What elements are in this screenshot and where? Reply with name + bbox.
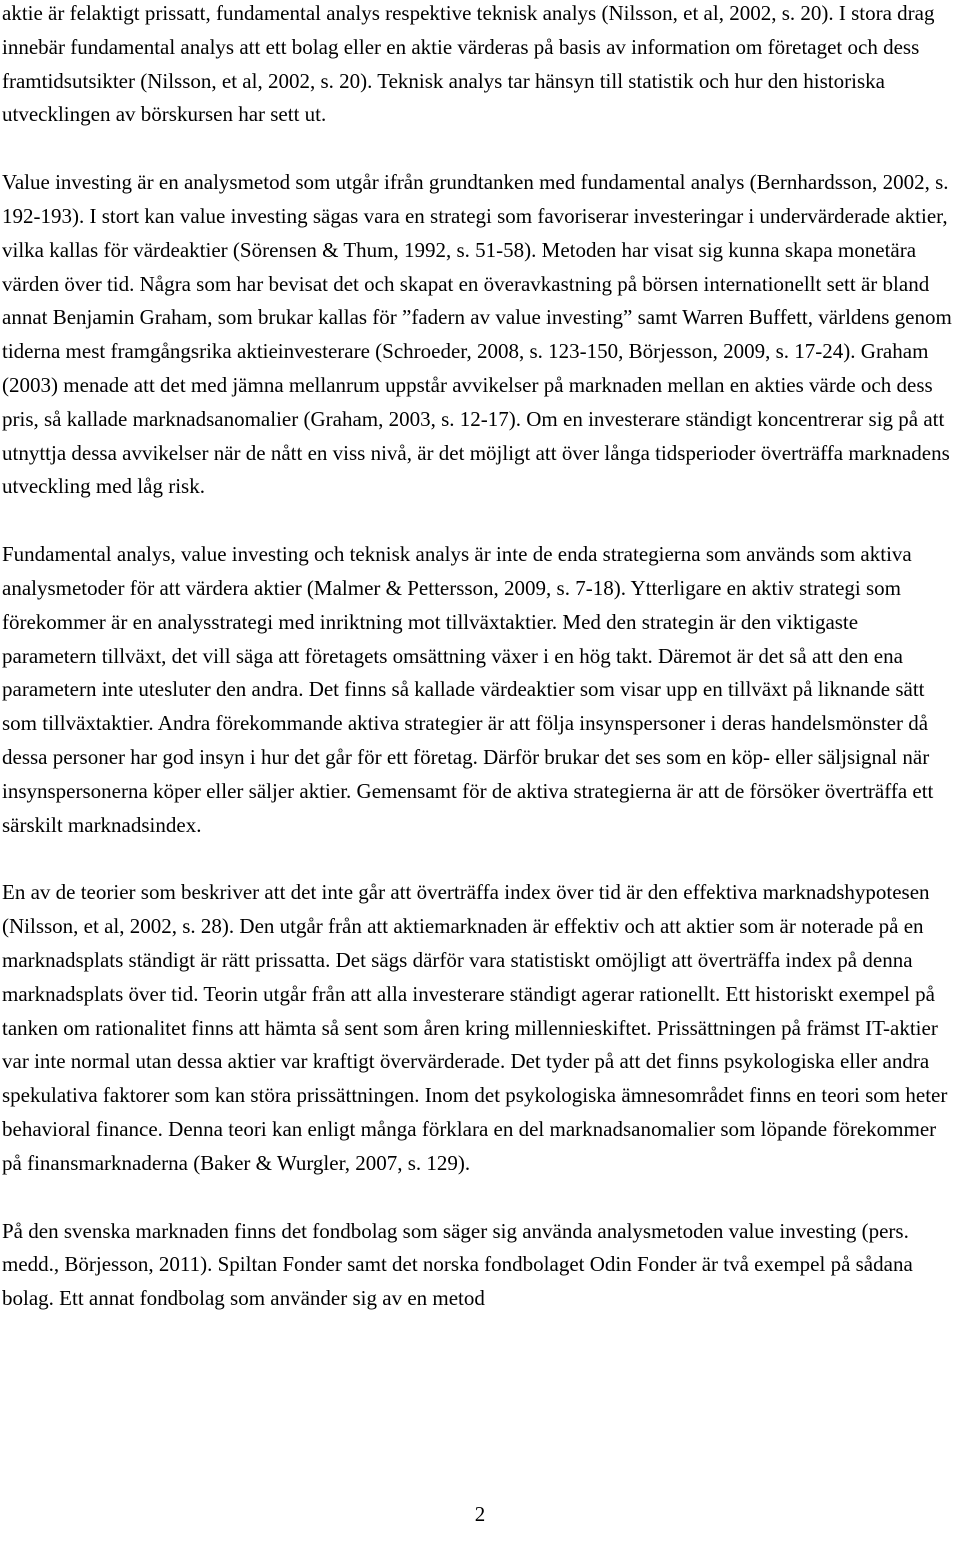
page-number: 2 — [474, 1502, 486, 1526]
paragraph-efficient-market-hypothesis: En av de teorier som beskriver att det inte går att överträffa index över tid är den effektiva marknadshypotesen (Nilsson, et al, 2002, s. 28). Den utgår från att aktiemarknaden är effektiv och att aktier som är noterade på en marknadsplats ständigt är rätt prissatta. Det sägs därför vara statistiskt omöjligt att överträffa index på denna marknadsplats över tid. Teorin utgår från att alla investerare ständigt agerar rationellt. Ett historiskt exempel på tanken om rationalitet finns att hämta så sent som åren kring millennieskiftet. Prissättningen på främst IT-aktier var inte normal utan dessa aktier var kraftigt övervärderade. Det tyder på att det finns psykologiska eller andra spekulativa faktorer som kan störa prissättningen. Inom det psykologiska ämnesområdet finns en teori som heter behavioral finance. Denna teori kan enligt många förklara en del marknadsanomalier som löpande förekommer på finansmarknaderna (Baker & Wurgler, 2007, s. 129). — [2, 880, 948, 1175]
paragraph-analysis-methods: aktie är felaktigt prissatt, fundamental analys respektive teknisk analys (Nilsson, et al, 2002, s. 20). I stora drag innebär fundamental analys att ett bolag eller en aktie värderas på basis av information om företaget och dess framtidsutsikter (Nilsson, et al, 2002, s. 20). Teknisk analys tar hänsyn till statistik och hur den historiska utvecklingen av börskursen har sett ut. — [2, 1, 935, 127]
paragraph-active-strategies: Fundamental analys, value investing och teknisk analys är inte de enda strategierna som används som aktiva analysmetoder för att värdera aktier (Malmer & Pettersson, 2009, s. 7-18). Ytterligare en aktiv strategi som förekommer är en analysstrategi med inriktning mot tillväxtaktier. Med den strategin är den viktigaste parametern tillväxt, det vill säga att företagets omsättning växer i en hög takt. Däremot är det så att den ena parametern inte utesluter den andra. Det finns så kallade värdeaktier som visar upp en tillväxt på liknande sätt som tillväxtaktier. Andra förekommande aktiva strategier är att följa insynspersoner i deras handelsmönster då dessa personer har god insyn i hur det går för ett företag. Därför brukar det ses som en köp- eller säljsignal när insynspersonerna köper eller säljer aktier. Gemensamt för de aktiva strategierna är att de försöker överträffa ett särskilt marknadsindex. — [2, 542, 934, 837]
paragraph-swedish-market: På den svenska marknaden finns det fondbolag som säger sig använda analysmetoden value investing (pers. medd., Börjesson, 2011). Spiltan Fonder samt det norska fondbolaget Odin Fonder är två exempel på sådana bolag. Ett annat fondbolag som använder sig av en metod — [2, 1218, 913, 1311]
paragraph-value-investing: Value investing är en analysmetod som utgår ifrån grundtanken med fundamental analys (Bernhardsson, 2002, s. 192-193). I stort kan value investing sägas vara en strategi som favoriserar investeringar i undervärderade aktier, vilka kallas för värdeaktier (Sörensen & Thum, 1992, s. 51-58). Metoden har visat sig kunna skapa monetära värden över tid. Några som har bevisat det och skapat en överavkastning på börsen internationellt sett är bland annat Benjamin Graham, som brukar kallas för ”fadern av value investing” samt Warren Buffett, världens genom tiderna mest framgångsrika aktieinvesterare (Schroeder, 2008, s. 123-150, Börjesson, 2009, s. 17-24). Graham (2003) menade att det med jämna mellanrum uppstår avvikelser på marknaden mellan en akties värde och dess pris, så kallade marknadsanomalier (Graham, 2003, s. 12-17). Om en investerare ständigt koncentrerar sig på att utnyttja dessa avvikelser när de nått en viss nivå, är det möjligt att över långa tidsperioder överträffa marknadens utveckling med låg risk. — [2, 170, 952, 499]
